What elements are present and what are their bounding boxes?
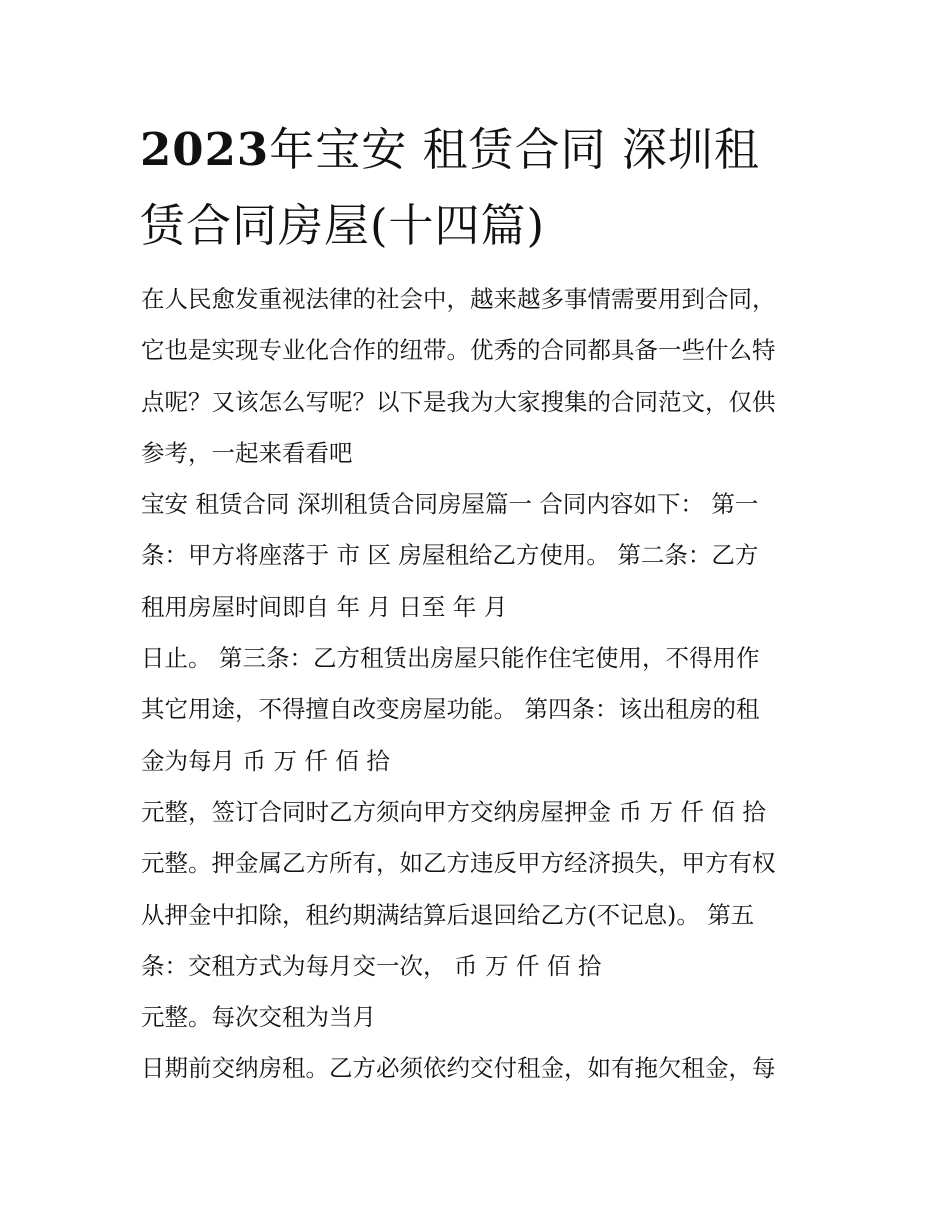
body-line: 点呢？又该怎么写呢？以下是我为大家搜集的合同范文，仅供 [141,387,776,416]
body-line: 参考，一起来看看吧 [141,438,353,467]
body-line: 日止。 第三条：乙方租赁出房屋只能作住宅使用，不得用作 [141,644,760,673]
title-line: 2023年宝安 租赁合同 深圳租 [140,123,760,176]
body-line: 从押金中扣除，租约期满结算后退回给乙方(不记息)。 第五 [141,900,755,929]
body-line: 金为每月 币 万 仟 佰 拾 [141,746,390,775]
document-body [141,274,821,1095]
body-line: 其它用途，不得擅自改变房屋功能。 第四条：该出租房的租 [141,695,760,724]
title-year: 2023 [140,123,270,176]
title-line: 赁合同房屋(十四篇) [140,199,546,252]
body-line: 它也是实现专业化合作的纽带。优秀的合同都具备一些什么特 [141,336,776,365]
body-line: 租用房屋时间即自 年 月 日至 年 月 [141,592,508,621]
body-line: 日期前交纳房租。乙方必须依约交付租金，如有拖欠租金，每 [141,1054,776,1083]
body-line: 元整，签订合同时乙方须向甲方交纳房屋押金 币 万 仟 佰 拾 [141,797,766,826]
body-line: 元整。每次交租为当月 [141,1003,376,1032]
body-line: 条：交租方式为每月交一次， 币 万 仟 佰 拾 [141,951,602,980]
body-line: 在人民愈发重视法律的社会中，越来越多事情需要用到合同， [141,285,776,313]
body-line: 宝安 租赁合同 深圳租赁合同房屋篇一 合同内容如下： 第一 [141,490,759,519]
body-line: 条：甲方将座落于 市 区 房屋租给乙方使用。 第二条：乙方 [141,541,759,570]
document-title [140,112,820,264]
body-line: 元整。押金属乙方所有，如乙方违反甲方经济损失，甲方有权 [141,849,776,878]
